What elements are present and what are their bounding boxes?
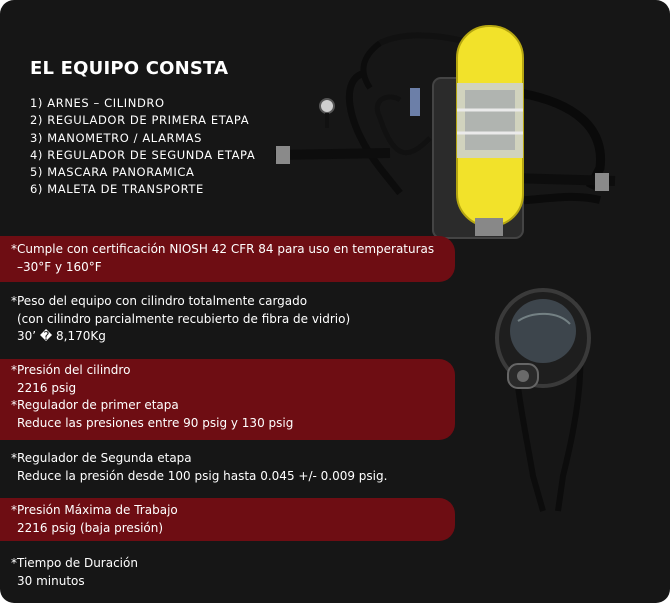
certification-block: [11, 241, 434, 276]
max-pressure-value: 2216 psig (baja presión): [17, 520, 164, 535]
list-item: 5) MASCARA PANORAMICA: [30, 165, 195, 180]
weight-block: [11, 293, 350, 346]
scba-cylinder-image: [270, 18, 640, 248]
pressure-block: [11, 362, 293, 432]
duration-value: 30 minutos: [17, 573, 85, 588]
duration-label: *Tiempo de Duración: [11, 556, 138, 570]
cylinder-pressure-label: *Presión del cilindro: [11, 363, 131, 377]
list-item: 3) MANOMETRO / ALARMAS: [30, 130, 203, 145]
max-pressure-label: *Presión Máxima de Trabajo: [11, 503, 178, 517]
panoramic-mask-image: [488, 276, 603, 516]
page-title: EL EQUIPO CONSTA: [30, 58, 229, 79]
components-list: [30, 95, 255, 199]
first-stage-label: *Regulador de primer etapa: [11, 398, 179, 412]
weight-note: (con cilindro parcialmente recubierto de fibra de vidrio): [17, 311, 351, 326]
weight-value: 30’ � 8,170Kg: [17, 329, 106, 343]
second-stage-label: *Regulador de Segunda etapa: [11, 451, 192, 465]
temperature-range: –30°F y 160°F: [17, 259, 102, 274]
list-item: 2) REGULADOR DE PRIMERA ETAPA: [30, 113, 250, 128]
list-item: 1) ARNES – CILINDRO: [30, 96, 165, 110]
second-stage-value: Reduce la presión desde 100 psig hasta 0.045 +/- 0.009 psig.: [17, 468, 388, 483]
max-pressure-block: [11, 502, 178, 537]
second-stage-block: [11, 450, 387, 485]
list-item: 4) REGULADOR DE SEGUNDA ETAPA: [30, 147, 256, 162]
weight-label: *Peso del equipo con cilindro totalmente cargado: [11, 294, 308, 308]
list-item: 6) MALETA DE TRANSPORTE: [30, 182, 204, 197]
duration-block: [11, 555, 138, 590]
certification-text: *Cumple con certificación NIOSH 42 CFR 84 para uso en temperaturas: [11, 242, 435, 256]
first-stage-value: Reduce las presiones entre 90 psig y 130 psig: [17, 415, 294, 430]
cylinder-pressure-value: 2216 psig: [17, 380, 77, 395]
